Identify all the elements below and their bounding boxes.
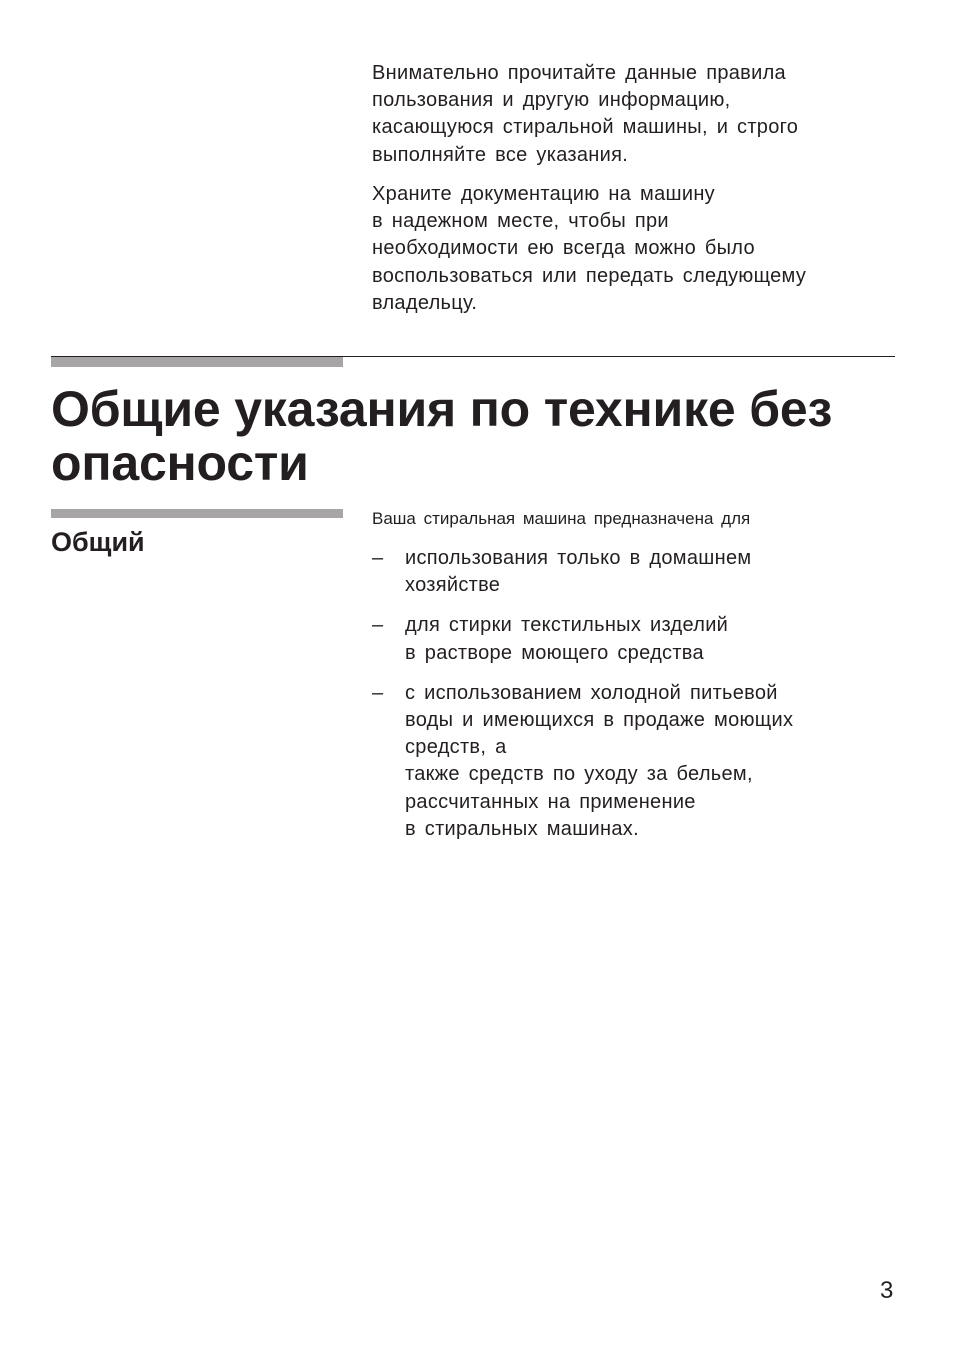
text-line: касающуюся стиральной машины, и строго: [372, 116, 799, 139]
usage-list: [372, 545, 892, 856]
text-line: воды и имеющихся в продаже моющих: [405, 709, 794, 732]
dash-bullet: –: [372, 614, 384, 637]
text-line: владельцу.: [372, 291, 478, 314]
dash-bullet: –: [372, 681, 384, 704]
text-line: выполняйте все указания.: [372, 143, 629, 166]
text-line: для стирки текстильных изделий: [405, 614, 729, 637]
subsection-heading: Общий: [51, 527, 145, 557]
text-line: Храните документацию на машину: [372, 183, 715, 205]
list-item: [372, 612, 892, 666]
text-line: использования только в домашнем: [405, 547, 752, 569]
text-line: средств, а: [405, 736, 507, 759]
text-line: необходимости ею всегда можно было: [372, 237, 755, 260]
text-line: с использованием холодной питьевой: [405, 681, 778, 704]
text-line: в надежном месте, чтобы при: [372, 210, 669, 233]
page-number: 3: [880, 1277, 894, 1304]
subsection-divider-bar: [51, 509, 343, 518]
dash-bullet: –: [372, 547, 384, 569]
text-line: рассчитанных на применение: [405, 790, 696, 813]
list-item: [372, 545, 892, 599]
section-divider-bar: [51, 357, 343, 367]
intro-paragraph-2: [372, 181, 892, 317]
text-line: Внимательно прочитайте данные правила: [372, 62, 786, 84]
title-line: опасности: [51, 435, 309, 491]
text-line: в растворе моющего средства: [405, 641, 704, 664]
text-line: хозяйстве: [405, 574, 501, 597]
section-title: [51, 382, 832, 490]
text-line: воспользоваться или передать следующему: [372, 264, 807, 287]
text-line: также средств по уходу за бельем,: [405, 763, 753, 786]
list-item: [372, 680, 892, 843]
intro-paragraph-1: [372, 60, 892, 169]
usage-intro: Ваша стиральная машина предназначена для: [372, 509, 751, 528]
title-line: Общие указания по технике без: [51, 381, 833, 437]
text-line: в стиральных машинах.: [405, 817, 639, 840]
text-line: пользования и другую информацию,: [372, 89, 731, 112]
